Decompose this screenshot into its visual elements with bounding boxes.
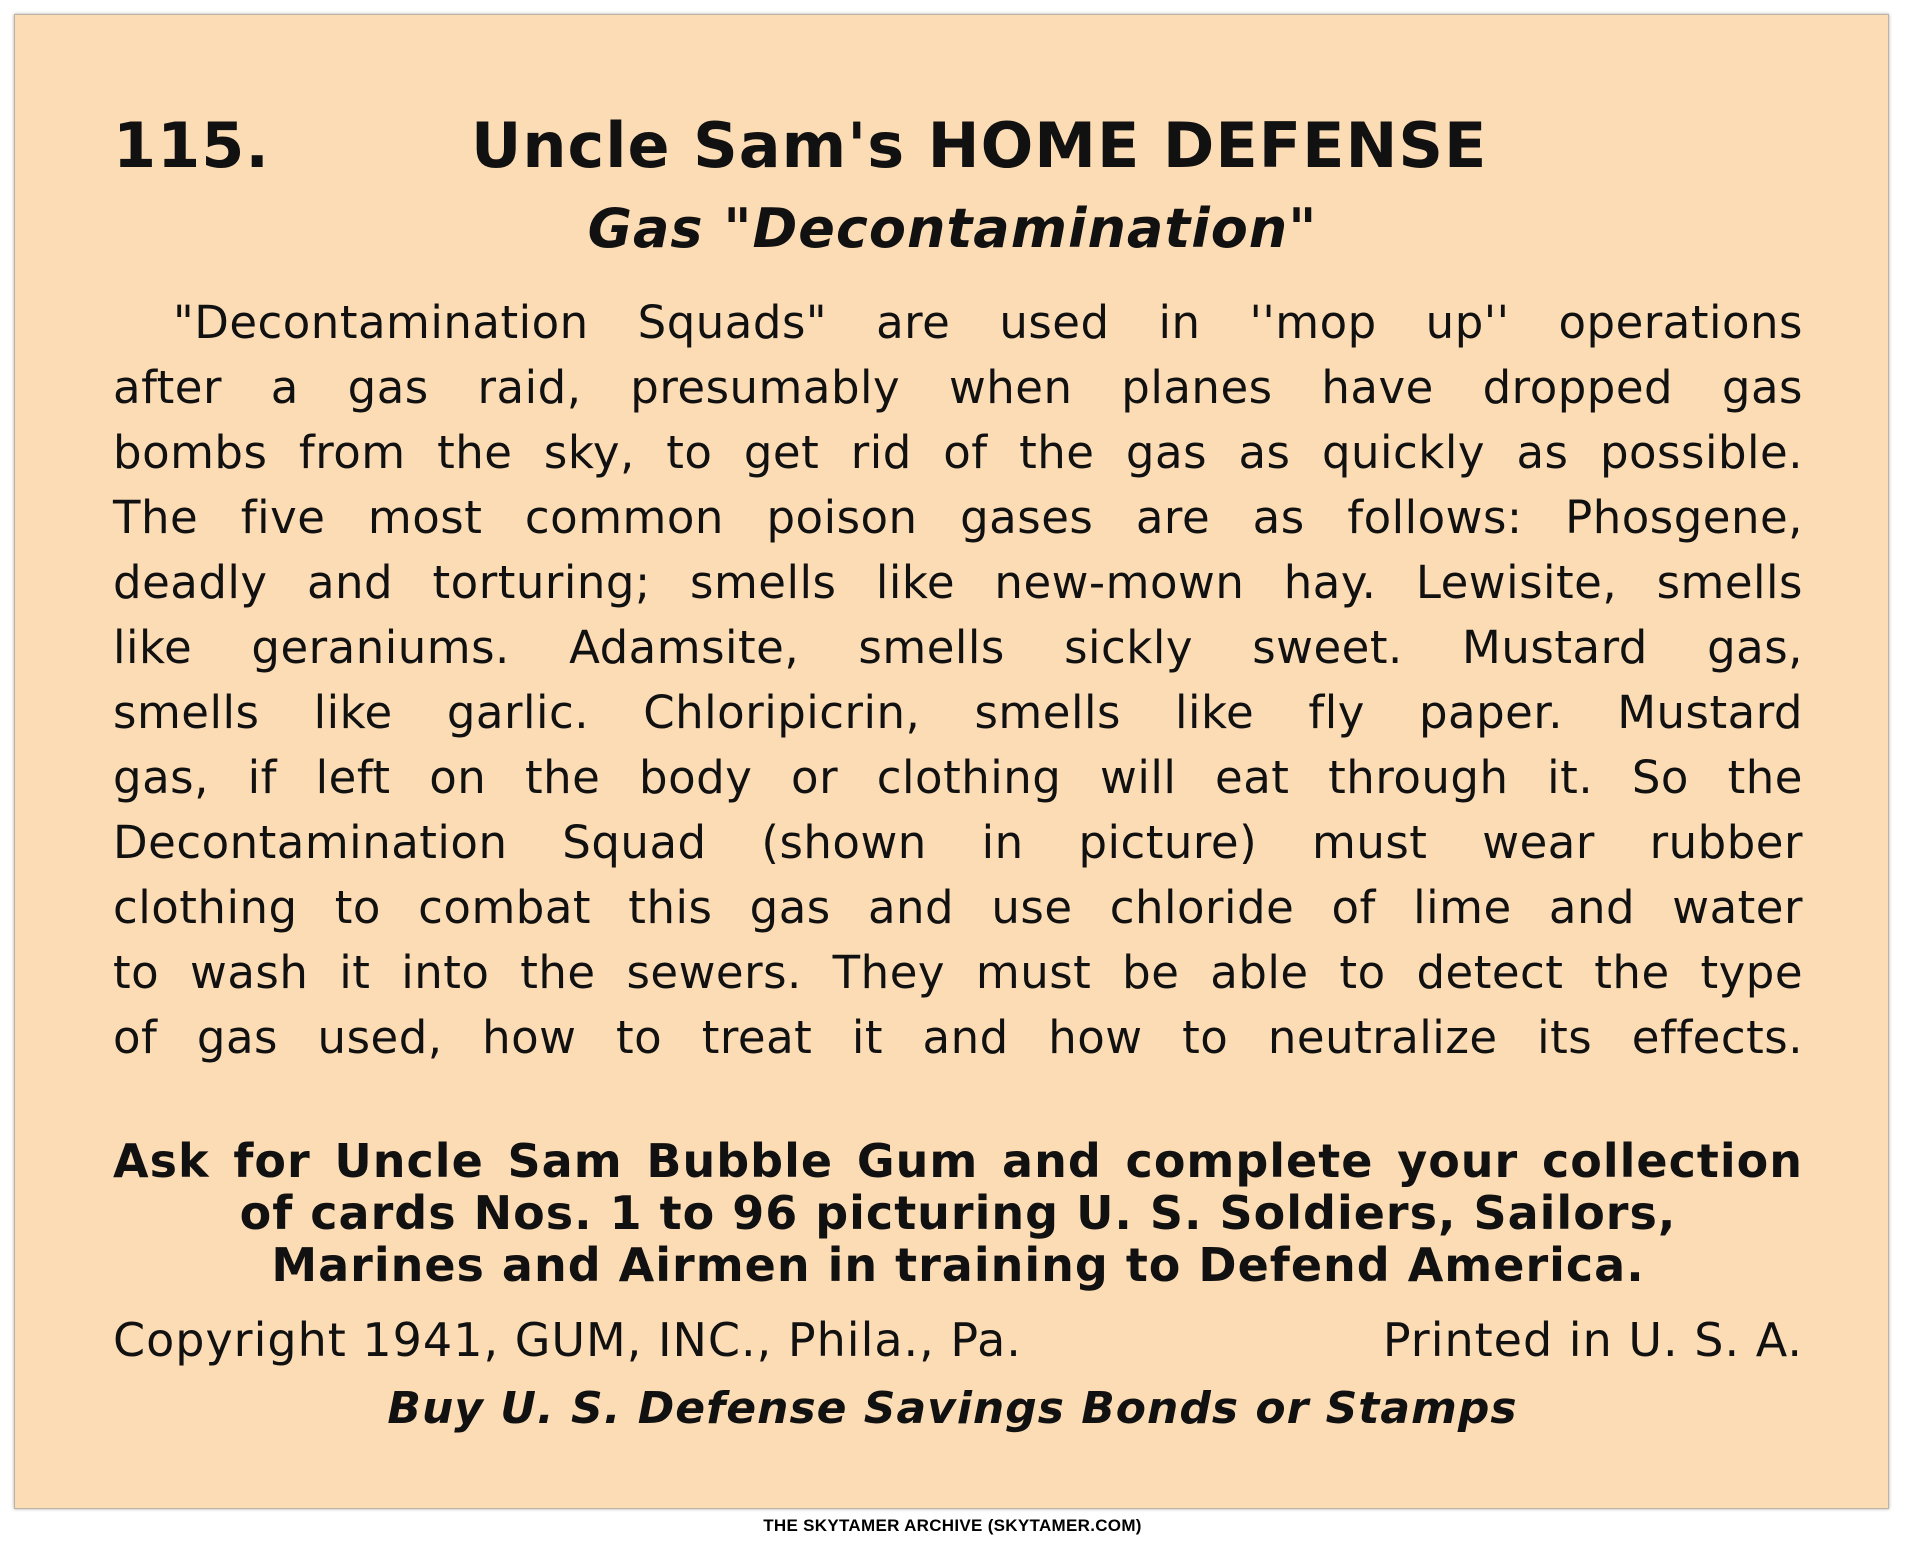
body-line: clothing to combat this gas and use chloride of lime and water <box>113 881 1803 934</box>
card-subtitle: Gas "Decontamination" <box>587 197 1318 260</box>
body-line: like geraniums. Adamsite, smells sickly sweet. Mustard gas, <box>113 621 1803 674</box>
defense-bonds-slogan: Buy U. S. Defense Savings Bonds or Stamps <box>387 1383 1518 1434</box>
card-title: Uncle Sam's HOME DEFENSE <box>471 109 1488 182</box>
card-body-text <box>113 290 1803 1070</box>
body-line: gas, if left on the body or clothing will eat through it. So the <box>113 751 1803 804</box>
body-line: bombs from the sky, to get rid of the gas as quickly as possible. <box>113 426 1803 479</box>
ad-line: of cards Nos. 1 to 96 picturing U. S. Soldiers, Sailors, <box>239 1186 1677 1240</box>
body-line: The five most common poison gases are as follows: Phosgene, <box>113 491 1803 544</box>
card-number: 115. <box>113 109 270 182</box>
printed-in-notice: Printed in U. S. A. <box>1382 1313 1803 1367</box>
archive-credit: THE SKYTAMER ARCHIVE (SKYTAMER.COM) <box>763 1516 1142 1535</box>
trading-card-back <box>14 14 1889 1509</box>
body-line: after a gas raid, presumably when planes have dropped gas <box>113 361 1803 414</box>
body-line: deadly and torturing; smells like new-mown hay. Lewisite, smells <box>113 556 1803 609</box>
copyright-notice: Copyright 1941, GUM, INC., Phila., Pa. <box>113 1313 1022 1367</box>
ad-line: Marines and Airmen in training to Defend America. <box>271 1238 1645 1292</box>
ad-line: Ask for Uncle Sam Bubble Gum and complete your collection <box>113 1134 1803 1188</box>
body-line: smells like garlic. Chloripicrin, smells like fly paper. Mustard <box>113 686 1803 739</box>
collection-advertisement <box>113 1135 1803 1291</box>
body-line: of gas used, how to treat it and how to neutralize its effects. <box>113 1011 1803 1064</box>
copyright-row <box>113 1312 1803 1368</box>
body-line: Decontamination Squad (shown in picture) must wear rubber <box>113 816 1803 869</box>
body-line: "Decontamination Squads" are used in ''mop up'' operations <box>173 296 1803 349</box>
body-line: to wash it into the sewers. They must be able to detect the type <box>113 946 1803 999</box>
